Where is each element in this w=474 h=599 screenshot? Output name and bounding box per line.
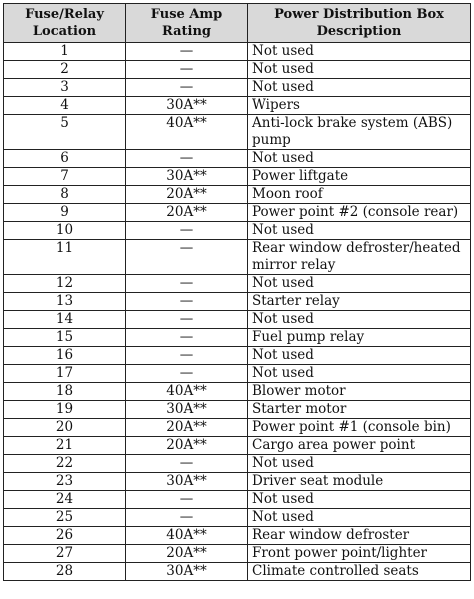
table-row bbox=[4, 115, 471, 150]
location-cell: 25 bbox=[4, 509, 126, 527]
description-cell: Moon roof bbox=[248, 186, 471, 204]
amp-rating-cell: — bbox=[126, 293, 248, 311]
location-cell: 3 bbox=[4, 79, 126, 97]
location-cell: 14 bbox=[4, 311, 126, 329]
table-row bbox=[4, 365, 471, 383]
description-cell: Rear window defroster bbox=[248, 527, 471, 545]
description-cell: Starter relay bbox=[248, 293, 471, 311]
header-description: Power Distribution Box Description bbox=[248, 4, 471, 43]
table-row bbox=[4, 204, 471, 222]
table-row bbox=[4, 401, 471, 419]
amp-rating-cell: 40A** bbox=[126, 115, 248, 150]
amp-rating-cell: — bbox=[126, 365, 248, 383]
location-cell: 4 bbox=[4, 97, 126, 115]
description-cell: Driver seat module bbox=[248, 473, 471, 491]
amp-rating-cell: 30A** bbox=[126, 563, 248, 581]
table-row bbox=[4, 455, 471, 473]
header-row bbox=[4, 4, 471, 43]
amp-rating-cell: 30A** bbox=[126, 473, 248, 491]
fuse-relay-table bbox=[3, 3, 471, 581]
amp-rating-cell: — bbox=[126, 43, 248, 61]
table-row bbox=[4, 311, 471, 329]
amp-rating-cell: — bbox=[126, 311, 248, 329]
table-row bbox=[4, 43, 471, 61]
description-cell: Not used bbox=[248, 347, 471, 365]
description-cell: Power point #1 (console bin) bbox=[248, 419, 471, 437]
description-cell: Not used bbox=[248, 455, 471, 473]
amp-rating-cell: 40A** bbox=[126, 527, 248, 545]
amp-rating-cell: — bbox=[126, 79, 248, 97]
table-row bbox=[4, 240, 471, 275]
description-cell: Anti-lock brake system (ABS) pump bbox=[248, 115, 471, 150]
amp-rating-cell: 20A** bbox=[126, 419, 248, 437]
amp-rating-cell: 30A** bbox=[126, 168, 248, 186]
header-amp-rating: Fuse Amp Rating bbox=[126, 4, 248, 43]
amp-rating-cell: 20A** bbox=[126, 545, 248, 563]
table-row bbox=[4, 419, 471, 437]
table-row bbox=[4, 437, 471, 455]
amp-rating-cell: — bbox=[126, 509, 248, 527]
table-row bbox=[4, 545, 471, 563]
location-cell: 28 bbox=[4, 563, 126, 581]
amp-rating-cell: — bbox=[126, 150, 248, 168]
table-row bbox=[4, 491, 471, 509]
table-row bbox=[4, 347, 471, 365]
description-cell: Not used bbox=[248, 275, 471, 293]
amp-rating-cell: 20A** bbox=[126, 186, 248, 204]
location-cell: 23 bbox=[4, 473, 126, 491]
amp-rating-cell: 20A** bbox=[126, 204, 248, 222]
location-cell: 22 bbox=[4, 455, 126, 473]
table-header bbox=[4, 4, 471, 43]
header-location: Fuse/Relay Location bbox=[4, 4, 126, 43]
location-cell: 9 bbox=[4, 204, 126, 222]
table-row bbox=[4, 293, 471, 311]
table-row bbox=[4, 150, 471, 168]
description-cell: Starter motor bbox=[248, 401, 471, 419]
location-cell: 1 bbox=[4, 43, 126, 61]
table-row bbox=[4, 97, 471, 115]
description-cell: Climate controlled seats bbox=[248, 563, 471, 581]
table-row bbox=[4, 509, 471, 527]
location-cell: 8 bbox=[4, 186, 126, 204]
location-cell: 18 bbox=[4, 383, 126, 401]
description-cell: Not used bbox=[248, 43, 471, 61]
location-cell: 12 bbox=[4, 275, 126, 293]
amp-rating-cell: — bbox=[126, 275, 248, 293]
location-cell: 19 bbox=[4, 401, 126, 419]
amp-rating-cell: 20A** bbox=[126, 437, 248, 455]
description-cell: Not used bbox=[248, 365, 471, 383]
description-cell: Front power point/lighter bbox=[248, 545, 471, 563]
location-cell: 24 bbox=[4, 491, 126, 509]
amp-rating-cell: — bbox=[126, 222, 248, 240]
description-cell: Blower motor bbox=[248, 383, 471, 401]
location-cell: 10 bbox=[4, 222, 126, 240]
location-cell: 6 bbox=[4, 150, 126, 168]
description-cell: Not used bbox=[248, 150, 471, 168]
description-cell: Not used bbox=[248, 311, 471, 329]
description-cell: Rear window defroster/heated mirror relay bbox=[248, 240, 471, 275]
location-cell: 2 bbox=[4, 61, 126, 79]
amp-rating-cell: — bbox=[126, 61, 248, 79]
description-cell: Not used bbox=[248, 509, 471, 527]
table-row bbox=[4, 383, 471, 401]
location-cell: 21 bbox=[4, 437, 126, 455]
description-cell: Not used bbox=[248, 79, 471, 97]
table-row bbox=[4, 473, 471, 491]
amp-rating-cell: — bbox=[126, 347, 248, 365]
location-cell: 17 bbox=[4, 365, 126, 383]
amp-rating-cell: — bbox=[126, 455, 248, 473]
table-row bbox=[4, 329, 471, 347]
description-cell: Power liftgate bbox=[248, 168, 471, 186]
table-row bbox=[4, 61, 471, 79]
location-cell: 20 bbox=[4, 419, 126, 437]
description-cell: Cargo area power point bbox=[248, 437, 471, 455]
description-cell: Not used bbox=[248, 61, 471, 79]
description-cell: Not used bbox=[248, 222, 471, 240]
table-row bbox=[4, 527, 471, 545]
location-cell: 5 bbox=[4, 115, 126, 150]
table-row bbox=[4, 79, 471, 97]
description-cell: Fuel pump relay bbox=[248, 329, 471, 347]
location-cell: 15 bbox=[4, 329, 126, 347]
location-cell: 13 bbox=[4, 293, 126, 311]
amp-rating-cell: 40A** bbox=[126, 383, 248, 401]
description-cell: Power point #2 (console rear) bbox=[248, 204, 471, 222]
location-cell: 27 bbox=[4, 545, 126, 563]
description-cell: Wipers bbox=[248, 97, 471, 115]
amp-rating-cell: — bbox=[126, 240, 248, 275]
amp-rating-cell: 30A** bbox=[126, 401, 248, 419]
table-row bbox=[4, 168, 471, 186]
amp-rating-cell: 30A** bbox=[126, 97, 248, 115]
table-row bbox=[4, 186, 471, 204]
location-cell: 7 bbox=[4, 168, 126, 186]
location-cell: 16 bbox=[4, 347, 126, 365]
description-cell: Not used bbox=[248, 491, 471, 509]
table-row bbox=[4, 275, 471, 293]
amp-rating-cell: — bbox=[126, 329, 248, 347]
location-cell: 11 bbox=[4, 240, 126, 275]
table-row bbox=[4, 222, 471, 240]
amp-rating-cell: — bbox=[126, 491, 248, 509]
table-body bbox=[4, 43, 471, 581]
table-row bbox=[4, 563, 471, 581]
location-cell: 26 bbox=[4, 527, 126, 545]
